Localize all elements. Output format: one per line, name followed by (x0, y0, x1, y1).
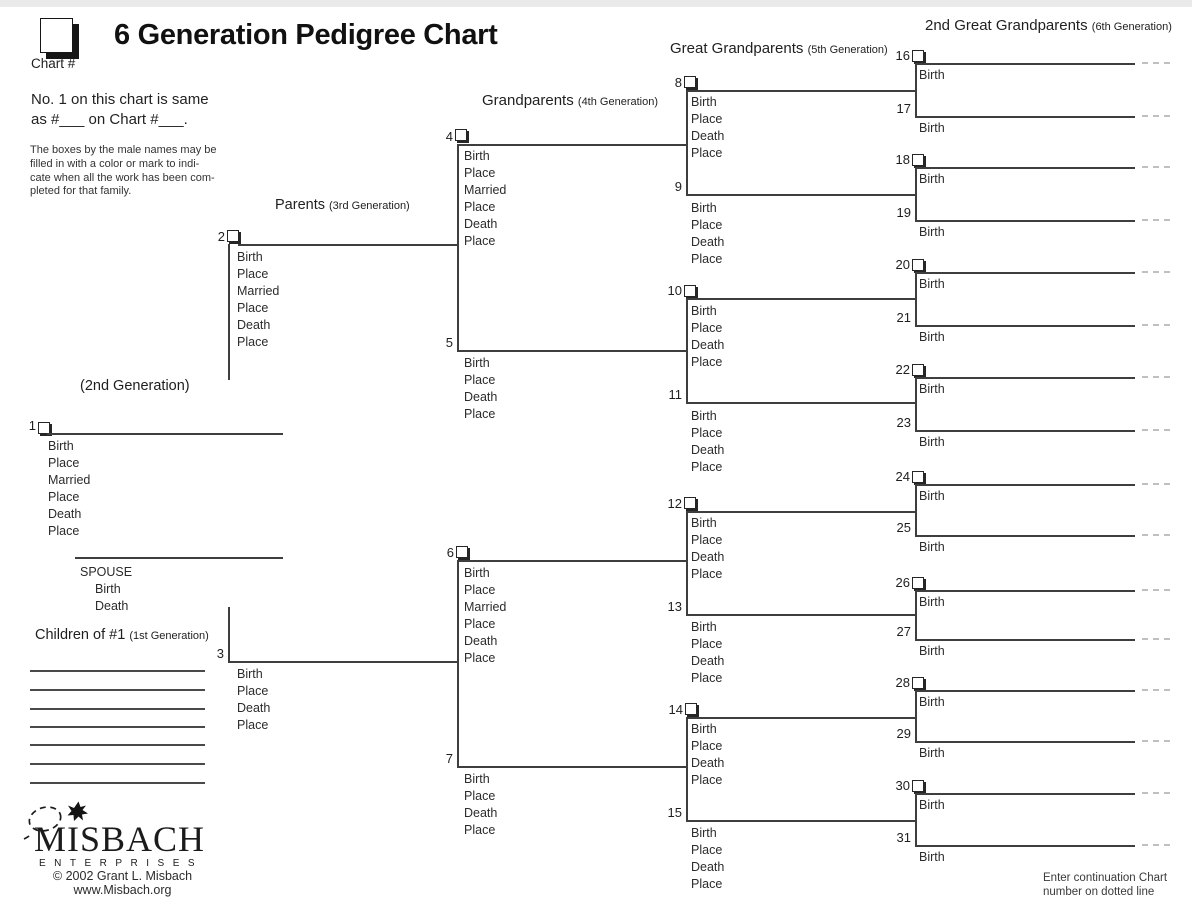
field-label: Birth (919, 746, 945, 760)
field-label: Place (464, 616, 496, 631)
continuation-dotted-line[interactable] (1142, 689, 1170, 691)
field-label: Birth (919, 850, 945, 864)
male-boxes-note-line: The boxes by the male names may be (30, 144, 217, 156)
field-label: Birth (919, 121, 945, 135)
person-fields (237, 666, 270, 734)
completion-checkbox[interactable] (684, 497, 696, 509)
person-fields (919, 643, 945, 660)
person-number: 29 (896, 726, 911, 741)
field-label: Place (691, 670, 723, 685)
person-number: 14 (668, 702, 683, 717)
field-label: Place (464, 582, 496, 597)
field-label: Place (691, 217, 723, 232)
field-label: Birth (691, 620, 717, 634)
name-line[interactable] (915, 741, 1135, 743)
field-label: Birth (919, 798, 945, 812)
person-fields (691, 825, 724, 893)
person-fields (464, 771, 497, 839)
field-label: Birth (919, 277, 945, 291)
name-line[interactable] (686, 717, 915, 719)
completion-checkbox[interactable] (912, 780, 924, 792)
field-label: Birth (919, 382, 945, 396)
child-name-line[interactable] (30, 670, 205, 672)
completion-checkbox[interactable] (456, 546, 468, 558)
completion-checkbox[interactable] (455, 129, 467, 141)
person-number: 22 (895, 362, 910, 377)
bracket-line (915, 590, 917, 639)
field-label: Place (237, 266, 269, 281)
same-chart-note-line2: as #___ on Chart #___. (31, 111, 188, 128)
person-number: 26 (895, 575, 910, 590)
person-number: 12 (667, 496, 682, 511)
person-number: 13 (667, 599, 682, 614)
person-fields (691, 94, 724, 162)
person-fields (691, 303, 724, 371)
bracket-line (915, 272, 917, 325)
field-label: Place (48, 455, 80, 470)
logo-tagline: ENTERPRISES (39, 858, 204, 869)
continuation-dotted-line[interactable] (1142, 219, 1170, 221)
name-line[interactable] (915, 116, 1135, 118)
person-number: 28 (895, 675, 910, 690)
person-number: 11 (668, 387, 682, 402)
name-line[interactable] (686, 820, 915, 822)
completion-checkbox[interactable] (684, 285, 696, 297)
field-label: Death (237, 317, 271, 332)
person-fields (919, 276, 945, 293)
continuation-dotted-line[interactable] (1142, 324, 1170, 326)
person-fields (464, 355, 497, 423)
person-fields (464, 565, 506, 666)
generation-header-6th: 2nd Great Grandparents (6th Generation) (925, 17, 1172, 34)
name-line[interactable] (915, 639, 1135, 641)
field-label: Birth (919, 435, 945, 449)
person-fields (48, 438, 90, 539)
person-number: 18 (895, 152, 910, 167)
bracket-line (915, 377, 917, 430)
continuation-dotted-line[interactable] (1142, 376, 1170, 378)
field-label: Death (691, 549, 725, 564)
male-boxes-note (30, 144, 216, 199)
person-number: 21 (896, 310, 911, 325)
name-line[interactable] (915, 220, 1135, 222)
field-label: Place (691, 772, 723, 787)
name-line[interactable] (238, 244, 457, 246)
spouse-label: SPOUSE (80, 565, 133, 579)
person-fields (464, 148, 506, 249)
person-fields (919, 694, 945, 711)
field-label: Birth (919, 330, 945, 344)
field-label: Place (691, 425, 723, 440)
continuation-dotted-line[interactable] (1142, 429, 1170, 431)
field-label: Place (464, 406, 496, 421)
name-line[interactable] (228, 661, 457, 663)
field-label: Place (48, 523, 80, 538)
person-fields (691, 619, 724, 687)
name-line[interactable] (915, 845, 1135, 847)
field-label: Birth (919, 695, 945, 709)
name-line[interactable] (47, 433, 283, 435)
field-label: Death (691, 234, 725, 249)
logo-wordmark: MISBACH (34, 819, 206, 859)
person-fields (691, 408, 724, 476)
field-label: Death (237, 700, 271, 715)
name-line[interactable] (686, 614, 915, 616)
field-label: Birth (48, 439, 74, 453)
child-name-line[interactable] (30, 689, 205, 691)
generation-header-4th: Grandparents (4th Generation) (482, 92, 659, 109)
field-label: Place (464, 788, 496, 803)
continuation-dotted-line[interactable] (1142, 740, 1170, 742)
person-fields (691, 515, 724, 583)
continuation-dotted-line[interactable] (1142, 589, 1170, 591)
field-label: Place (691, 636, 723, 651)
name-line[interactable] (457, 350, 686, 352)
field-label: Place (691, 459, 723, 474)
completion-checkbox[interactable] (227, 230, 239, 242)
name-line[interactable] (915, 272, 1135, 274)
field-label: Place (691, 738, 723, 753)
person-fields (919, 488, 945, 505)
field-label: Death (691, 337, 725, 352)
field-label: Death (691, 755, 725, 770)
person-number: 20 (895, 257, 910, 272)
person-number: 2 (217, 229, 225, 244)
person-fields (919, 120, 945, 137)
continuation-dotted-line[interactable] (1142, 792, 1170, 794)
field-label: Birth (691, 201, 717, 215)
person-number: 6 (446, 545, 454, 560)
completion-checkbox[interactable] (912, 471, 924, 483)
field-label: Birth (237, 250, 263, 264)
male-boxes-note-line: filled in with a color or mark to indi- (30, 157, 200, 170)
continuation-dotted-line[interactable] (1142, 844, 1170, 846)
person-fields (919, 849, 945, 866)
male-boxes-note-line: pleted for that family. (30, 185, 132, 198)
field-label: Birth (691, 516, 717, 530)
person-number: 25 (896, 520, 911, 535)
name-line[interactable] (915, 484, 1135, 486)
field-label: Place (464, 233, 496, 248)
field-label: Birth (919, 644, 945, 658)
field-label: Place (691, 320, 723, 335)
generation-header-2nd: (2nd Generation) (80, 378, 190, 394)
person-fields (919, 329, 945, 346)
generation-header-5th: Great Grandparents (5th Generation) (670, 40, 888, 57)
generation-header-3rd: Parents (3rd Generation) (275, 197, 410, 213)
field-label: Death (691, 128, 725, 143)
person-number: 24 (895, 469, 910, 484)
field-label: Place (464, 372, 496, 387)
name-line[interactable] (915, 590, 1135, 592)
person-fields (919, 745, 945, 762)
field-label: Birth (691, 95, 717, 109)
name-line[interactable] (915, 793, 1135, 795)
field-label: Birth (237, 667, 263, 681)
continuation-dotted-line[interactable] (1142, 638, 1170, 640)
chart-number-label: Chart # (31, 56, 76, 71)
name-line[interactable] (915, 430, 1135, 432)
person-number: 31 (896, 830, 911, 845)
logo-copyright: © 2002 Grant L. Misbach (52, 869, 193, 883)
continuation-dotted-line[interactable] (1142, 271, 1170, 273)
name-line[interactable] (686, 90, 915, 92)
field-label: Birth (691, 409, 717, 423)
spouse-name-line[interactable] (75, 557, 283, 559)
person-number: 30 (895, 778, 910, 793)
completion-checkbox[interactable] (912, 364, 924, 376)
name-line[interactable] (686, 194, 915, 196)
male-boxes-note-line: cate when all the work has been com- (30, 171, 215, 184)
child-name-line[interactable] (30, 744, 205, 746)
bracket-line (686, 511, 688, 614)
name-line[interactable] (457, 560, 686, 562)
field-label: Birth (919, 225, 945, 239)
person-fields (919, 797, 945, 814)
person-fields (919, 539, 945, 556)
bracket-line (915, 167, 917, 220)
person-fields (919, 434, 945, 451)
person-number: 16 (895, 48, 910, 63)
continuation-dotted-line[interactable] (1142, 166, 1170, 168)
field-label: Place (237, 683, 269, 698)
person-fields (919, 224, 945, 241)
field-label: Place (691, 876, 723, 891)
continuation-dotted-line[interactable] (1142, 534, 1170, 536)
field-label: Birth (691, 826, 717, 840)
bracket-line (228, 244, 230, 380)
name-line[interactable] (686, 511, 915, 513)
same-chart-note-line1: No. 1 on this chart is same (31, 91, 209, 108)
completion-checkbox[interactable] (912, 677, 924, 689)
spouse-fields (95, 581, 128, 615)
person-number: 8 (674, 75, 682, 90)
person-fields (919, 381, 945, 398)
field-label: Birth (919, 540, 945, 554)
field-label: Married (237, 283, 280, 298)
person-fields (919, 594, 945, 611)
field-label: Place (691, 111, 723, 126)
name-line[interactable] (457, 766, 686, 768)
bracket-line (228, 607, 230, 661)
person-number: 9 (674, 179, 682, 194)
name-line[interactable] (915, 325, 1135, 327)
field-label: Death (95, 599, 129, 613)
field-label: Place (48, 489, 80, 504)
person-fields (691, 721, 724, 789)
field-label: Married (464, 182, 507, 197)
field-label: Death (464, 389, 498, 404)
logo-url: www.Misbach.org (73, 883, 172, 897)
bracket-line (457, 560, 459, 766)
field-label: Place (464, 650, 496, 665)
field-label: Married (464, 599, 507, 614)
bracket-line (915, 484, 917, 535)
field-label: Birth (464, 149, 490, 163)
field-label: Birth (919, 489, 945, 503)
person-number: 19 (896, 205, 911, 220)
bracket-line (457, 144, 459, 350)
name-line[interactable] (686, 402, 915, 404)
completion-checkbox[interactable] (912, 50, 924, 62)
completion-checkbox[interactable] (684, 76, 696, 88)
bracket-line (686, 90, 688, 194)
field-label: Birth (95, 582, 121, 596)
field-label: Place (464, 165, 496, 180)
person-number: 3 (216, 646, 224, 661)
name-line[interactable] (915, 535, 1135, 537)
bracket-line (686, 298, 688, 402)
field-label: Place (691, 842, 723, 857)
completion-checkbox[interactable] (912, 259, 924, 271)
chart-number-box[interactable] (40, 18, 73, 53)
field-label: Place (237, 334, 269, 349)
continuation-dotted-line[interactable] (1142, 483, 1170, 485)
completion-checkbox[interactable] (912, 577, 924, 589)
field-label: Death (464, 633, 498, 648)
bracket-line (915, 63, 917, 116)
person-fields (919, 67, 945, 84)
field-label: Place (691, 145, 723, 160)
name-line[interactable] (686, 298, 915, 300)
person-number: 1 (28, 418, 36, 433)
field-label: Place (464, 822, 496, 837)
name-line[interactable] (915, 63, 1135, 65)
page-title: 6 Generation Pedigree Chart (114, 19, 498, 51)
continuation-dotted-line[interactable] (1142, 62, 1170, 64)
person-number: 4 (445, 129, 453, 144)
field-label: Place (237, 300, 269, 315)
name-line[interactable] (915, 167, 1135, 169)
child-name-line[interactable] (30, 782, 205, 784)
person-number: 7 (445, 751, 453, 766)
continuation-dotted-line[interactable] (1142, 115, 1170, 117)
field-label: Birth (919, 68, 945, 82)
field-label: Death (464, 805, 498, 820)
field-label: Place (691, 532, 723, 547)
field-label: Death (691, 653, 725, 668)
field-label: Place (691, 566, 723, 581)
field-label: Birth (919, 172, 945, 186)
field-label: Death (691, 859, 725, 874)
person-fields (691, 200, 724, 268)
completion-checkbox[interactable] (912, 154, 924, 166)
completion-checkbox[interactable] (685, 703, 697, 715)
person-number: 15 (667, 805, 682, 820)
bracket-line (915, 690, 917, 741)
field-label: Birth (464, 356, 490, 370)
field-label: Birth (464, 566, 490, 580)
field-label: Birth (691, 304, 717, 318)
person-fields (237, 249, 279, 350)
field-label: Death (48, 506, 82, 521)
person-number: 17 (896, 101, 911, 116)
field-label: Death (464, 216, 498, 231)
field-label: Place (464, 199, 496, 214)
page-top-edge (0, 0, 1192, 7)
child-name-line[interactable] (30, 726, 205, 728)
field-label: Birth (919, 595, 945, 609)
person-number: 27 (896, 624, 911, 639)
generation-header-1st-children: Children of #1 (1st Generation) (35, 627, 209, 643)
field-label: Birth (691, 722, 717, 736)
field-label: Birth (464, 772, 490, 786)
name-line[interactable] (457, 144, 686, 146)
person-number: 23 (896, 415, 911, 430)
person-number: 10 (667, 283, 682, 298)
person-fields (919, 171, 945, 188)
bracket-line (915, 793, 917, 845)
field-label: Place (237, 717, 269, 732)
field-label: Married (48, 472, 91, 487)
bracket-line (686, 717, 688, 820)
child-name-line[interactable] (30, 708, 205, 710)
field-label: Place (691, 354, 723, 369)
continuation-note: Enter continuation Chart number on dotted line (1043, 872, 1168, 898)
name-line[interactable] (915, 690, 1135, 692)
field-label: Death (691, 442, 725, 457)
field-label: Place (691, 251, 723, 266)
child-name-line[interactable] (30, 763, 205, 765)
name-line[interactable] (915, 377, 1135, 379)
person-number: 5 (445, 335, 453, 350)
